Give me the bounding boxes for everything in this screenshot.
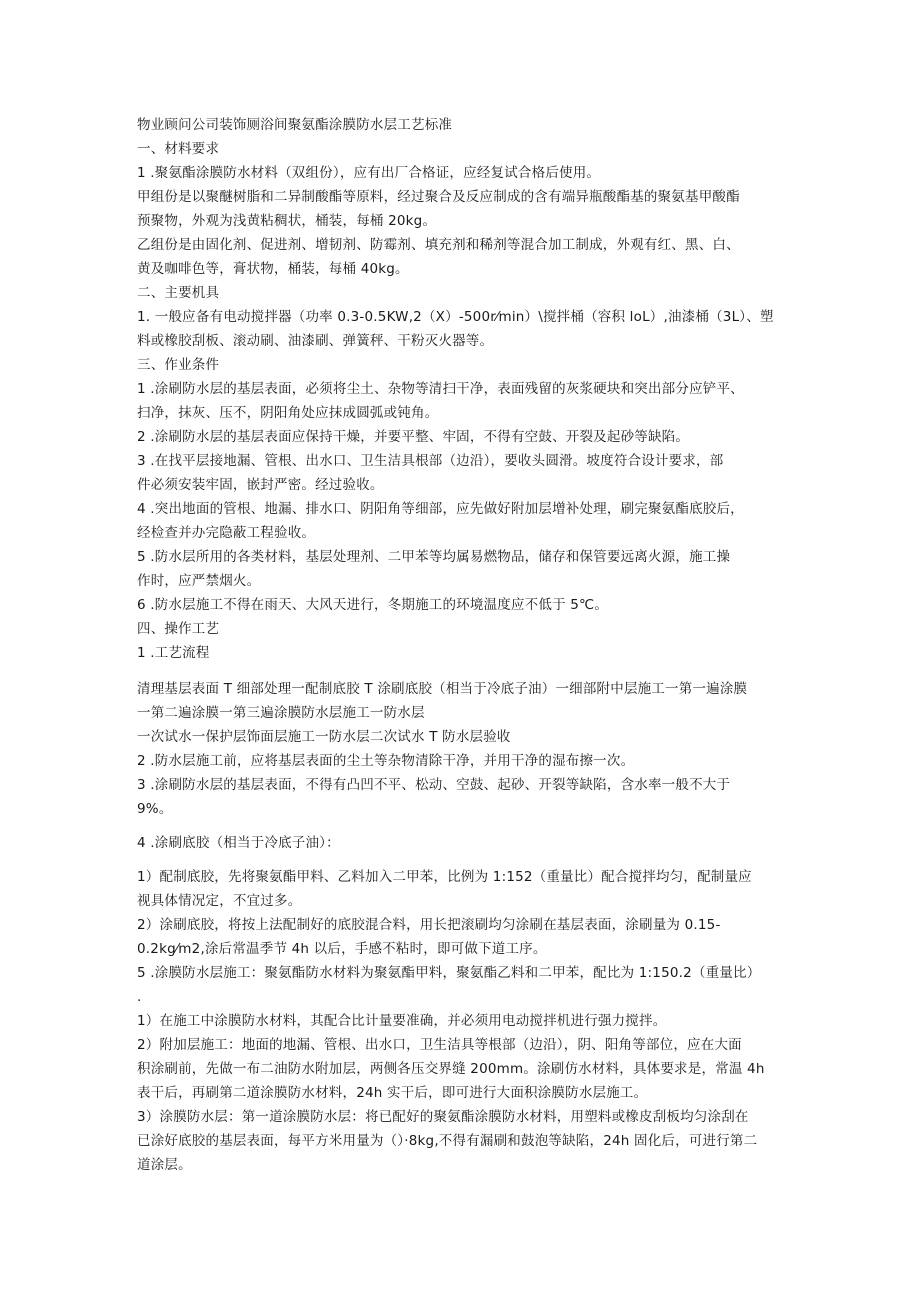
document-body <box>137 113 792 1177</box>
paragraph: 黄及咖啡色等，膏状物，桶装，每桶 40kg。 <box>137 261 409 277</box>
paragraph: 5 .防水层所用的各类材料，基层处理剂、二甲苯等均属易燃物品，储存和保管要远离火源，施工操 <box>137 549 731 565</box>
paragraph: 作时，应严禁烟火。 <box>137 573 261 589</box>
section-heading-tools: 二、主要机具 <box>137 285 220 301</box>
paragraph: 6 .防水层施工不得在雨天、大风天进行，冬期施工的环境温度应不低于 5℃。 <box>137 597 609 613</box>
paragraph: 视具体情况定，不宜过多。 <box>137 893 302 909</box>
paragraph: 4 .涂刷底胶（相当于冷底子油）： <box>137 835 340 851</box>
paragraph: 4 .突出地面的管根、地漏、排水口、阴阳角等细部，应先做好附加层增补处理，刷完聚氨酯底胶后， <box>137 501 744 517</box>
paragraph: 乙组份是由固化剂、促进剂、增韧剂、防霉剂、填充剂和稀剂等混合加工制成，外观有红、黑、白、 <box>137 237 740 253</box>
paragraph: 5 .涂膜防水层施工：聚氨酯防水材料为聚氨酯甲料，聚氨酯乙料和二甲苯，配比为 1:150.2（重量比） <box>137 965 761 981</box>
paragraph: 1）配制底胶，先将聚氨酯甲料、乙料加入二甲苯，比例为 1:152（重量比）配合搅拌均匀，配制量应 <box>137 869 752 885</box>
section-heading-materials: 一、材料要求 <box>137 141 220 157</box>
paragraph: 预聚物，外观为浅黄粘稠状，桶装，每桶 20kg。 <box>137 213 437 229</box>
section-heading-conditions: 三、作业条件 <box>137 357 220 373</box>
paragraph: 2 .防水层施工前，应将基层表面的尘土等杂物清除干净，并用干净的湿布擦一次。 <box>137 753 635 769</box>
paragraph: 2）涂刷底胶，将按上法配制好的底胶混合料，用长把滚刷均匀涂刷在基层表面，涂刷量为 0.15- <box>137 917 721 933</box>
paragraph: 积涂刷前，先做一布二油防水附加层，两侧各压交界缝 200mm。涂刷仿水材料，具体要求是，常温 4h <box>137 1061 765 1077</box>
paragraph: 3 .涂刷防水层的基层表面，不得有凸凹不平、松动、空鼓、起砂、开裂等缺陷，含水率一般不大于 <box>137 777 731 793</box>
section-heading-process: 四、操作工艺 <box>137 621 220 637</box>
paragraph: 1 .工艺流程 <box>137 645 210 661</box>
paragraph: 1. 一般应备有电动搅拌器（功率 0.3-0.5KW,2（X）-500r⁄min）\搅拌桶（容积 loL）,油漆桶（3L）、塑 <box>137 309 774 325</box>
paragraph: 件必须安装牢固，嵌封严密。经过验收。 <box>137 477 384 493</box>
paragraph: 表干后，再刷第二道涂膜防水材料，24h 实干后，即可进行大面积涂膜防水层施工。 <box>137 1085 648 1101</box>
paragraph: 0.2kg⁄m2,涂后常温季节 4h 以后，手感不粘时，即可做下道工序。 <box>137 941 547 957</box>
paragraph: 甲组份是以聚醚树脂和二异制酸酯等原料，经过聚合及反应制成的含有端异瓶酸酯基的聚氨基甲酸酯 <box>137 189 740 205</box>
paragraph: 道涂层。 <box>137 1157 192 1173</box>
paragraph: 9%。 <box>137 801 173 817</box>
document-title: 物业顾问公司装饰厕浴间聚氨酯涂膜防水层工艺标准 <box>137 117 453 133</box>
paragraph: 扫净，抹灰、压不，阴阳角处应抹成圆弧或钝角。 <box>137 405 439 421</box>
paragraph: 3 .在找平层接地漏、管根、出水口、卫生洁具根部（边沿），要收头圆滑。坡度符合设计要求，部 <box>137 453 724 469</box>
paragraph: 1 .聚氨酯涂膜防水材料（双组份），应有出厂合格证，应经复试合格后使用。 <box>137 165 601 181</box>
paragraph: 3）涂膜防水层：第一道涂膜防水层：将已配好的聚氨酯涂膜防水材料，用塑料或橡皮刮板均匀涂刮在 <box>137 1109 749 1125</box>
paragraph: 2 .涂刷防水层的基层表面应保持干燥，并要平整、牢固，不得有空鼓、开裂及起砂等缺陷。 <box>137 429 690 445</box>
paragraph: 经检查并办完隐蔽工程验收。 <box>137 525 316 541</box>
process-flow: 清理基层表面 T 细部处理一配制底胶 T 涂刷底胶（相当于冷底子油）一细部附中层施工一第一遍涂膜 <box>137 681 748 697</box>
paragraph: 1）在施工中涂膜防水材料，其配合比计量要准确，并必须用电动搅拌机进行强力搅拌。 <box>137 1013 667 1029</box>
paragraph: . <box>137 989 142 1005</box>
paragraph: 已涂好底胶的基层表面，每平方米用量为（）·8kg,不得有漏刷和鼓泡等缺陷，24h 固化后，可进行第二 <box>137 1133 758 1149</box>
process-flow: 一第二遍涂膜一第三遍涂膜防水层施工一防水层 <box>137 705 425 721</box>
paragraph: 1 .涂刷防水层的基层表面，必须将尘土、杂物等清扫干净，表面残留的灰浆硬块和突出部分应铲平、 <box>137 381 744 397</box>
process-flow: 一次试水一保护层饰面层施工一防水层二次试水 T 防水层验收 <box>137 729 511 745</box>
paragraph: 2）附加层施工：地面的地漏、管根、出水口，卫生洁具等根部（边沿），阴、阳角等部位，应在大面 <box>137 1037 742 1053</box>
paragraph: 料或橡胶刮板、滚动刷、油漆刷、弹簧秤、干粉灭火器等。 <box>137 333 494 349</box>
